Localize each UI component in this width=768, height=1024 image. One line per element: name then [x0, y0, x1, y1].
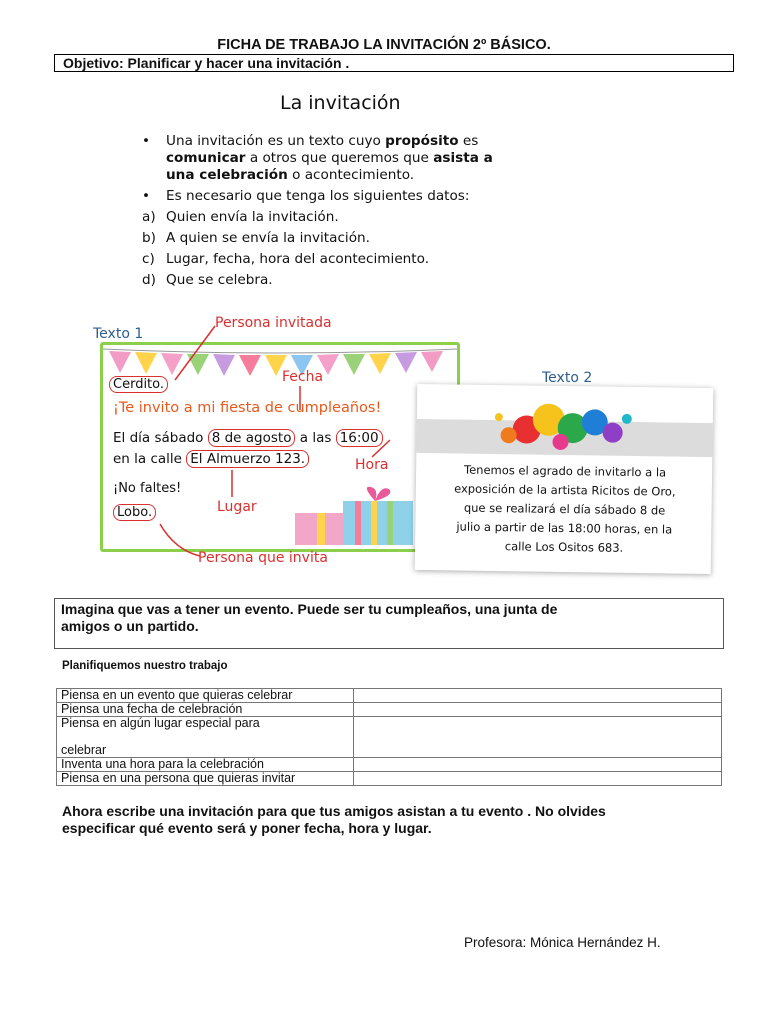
texto2-label: Texto 2 — [542, 370, 593, 386]
texto1-label: Texto 1 — [93, 326, 144, 342]
bullet-definition — [142, 133, 582, 184]
instruction-line: especificar qué evento será y poner fecha, hora y lugar. — [62, 820, 432, 836]
planning-table — [56, 688, 722, 786]
list-item — [142, 208, 582, 226]
street-value: El Almuerzo 123. — [186, 450, 309, 468]
teacher-signature: Profesora: Mónica Hernández H. — [464, 935, 661, 950]
list-item — [142, 229, 582, 247]
list-text: Que se celebra. — [166, 272, 273, 288]
question-line: celebrar — [61, 743, 107, 757]
list-text: Lugar, fecha, hora del acontecimiento. — [166, 251, 430, 267]
invitation-card-1 — [100, 342, 460, 552]
bullet-bold: propósito — [385, 133, 459, 149]
spacer — [61, 730, 349, 744]
invite-text: en la calle — [113, 451, 182, 467]
lesson-title: La invitación — [280, 92, 401, 114]
invite-headline: ¡Te invito a mi fiesta de cumpleaños! — [113, 400, 382, 416]
bullet-text: a otros que queremos que — [245, 150, 434, 166]
planning-title: Planifiquemos nuestro trabajo — [62, 660, 228, 672]
bullet-bold: asista a — [433, 150, 493, 166]
answer-cell[interactable] — [354, 772, 722, 786]
gift-icon — [293, 483, 423, 547]
table-row — [57, 703, 722, 717]
message-line: calle Los Ositos 683. — [504, 539, 624, 555]
annotation-host: Persona que invita — [198, 550, 328, 566]
table-row — [57, 717, 722, 758]
imagine-box — [54, 598, 724, 649]
invite-closing: ¡No faltes! — [113, 481, 182, 496]
list-letter: c) — [142, 251, 155, 267]
invite-text: a las — [299, 430, 332, 446]
question-cell: Piensa en una persona que quieras invitar — [57, 772, 354, 786]
list-text: Quien envía la invitación. — [166, 209, 339, 225]
answer-cell[interactable] — [354, 758, 722, 772]
annotation-date: Fecha — [282, 369, 324, 385]
list-text: A quien se envía la invitación. — [166, 230, 370, 246]
list-letter: a) — [142, 209, 156, 225]
bullet-text: Es necesario que tenga los siguientes datos: — [166, 188, 470, 204]
date-value: 8 de agosto — [208, 429, 296, 447]
paint-splash-icon — [486, 395, 647, 457]
answer-cell[interactable] — [354, 717, 722, 758]
message-line: que se realizará el día sábado 8 de — [463, 500, 666, 518]
question-cell: Inventa una hora para la celebración — [57, 758, 354, 772]
question-line: Piensa en algún lugar especial para — [61, 716, 260, 730]
bullet-icon: • — [142, 133, 151, 149]
instruction-line: Ahora escribe una invitación para que tus amigos asistan a tu evento . No olvides — [62, 803, 606, 819]
objective-box: Objetivo: Planificar y hacer una invitación . — [54, 54, 734, 72]
message-line: Tenemos el agrado de invitarlo a la — [463, 462, 667, 480]
list-item — [142, 271, 582, 289]
question-cell — [57, 717, 354, 758]
invite-text: El día sábado — [113, 430, 204, 446]
host-name: Lobo. — [113, 504, 156, 521]
annotation-invited: Persona invitada — [215, 315, 332, 331]
list-item — [142, 250, 582, 268]
bullet-icon: • — [142, 188, 151, 204]
bullet-bold: una celebración — [166, 167, 288, 183]
table-row — [57, 772, 722, 786]
table-row — [57, 689, 722, 703]
bullet-text: o acontecimiento. — [287, 167, 415, 183]
message-line: exposición de la artista Ricitos de Oro, — [454, 481, 676, 499]
question-cell: Piensa en un evento que quieras celebrar — [57, 689, 354, 703]
write-instructions — [62, 803, 722, 837]
bullet-text: Una invitación es un texto cuyo — [166, 133, 386, 149]
bullet-text: es — [458, 133, 479, 149]
answer-cell[interactable] — [354, 703, 722, 717]
list-letter: b) — [142, 230, 156, 246]
imagine-line: Imagina que vas a tener un evento. Puede ser tu cumpleaños, una junta de — [61, 601, 558, 617]
time-value: 16:00 — [336, 429, 383, 447]
message-line: julio a partir de las 18:00 horas, en la — [456, 519, 673, 537]
bunting-decoration — [103, 347, 457, 377]
bullet-requirements — [142, 188, 582, 205]
worksheet-title: FICHA DE TRABAJO LA INVITACIÓN 2º BÁSICO. — [217, 37, 551, 53]
imagine-line: amigos o un partido. — [61, 618, 199, 634]
table-row — [57, 758, 722, 772]
annotation-place: Lugar — [217, 499, 257, 515]
list-letter: d) — [142, 272, 156, 288]
question-cell: Piensa una fecha de celebración — [57, 703, 354, 717]
bullet-bold: comunicar — [166, 150, 246, 166]
answer-cell[interactable] — [354, 689, 722, 703]
lesson-bullets — [142, 133, 582, 289]
guest-name: Cerdito. — [109, 376, 168, 393]
invitation-card-2 — [415, 384, 714, 574]
texto2-message — [433, 460, 696, 559]
annotation-time: Hora — [355, 457, 389, 473]
